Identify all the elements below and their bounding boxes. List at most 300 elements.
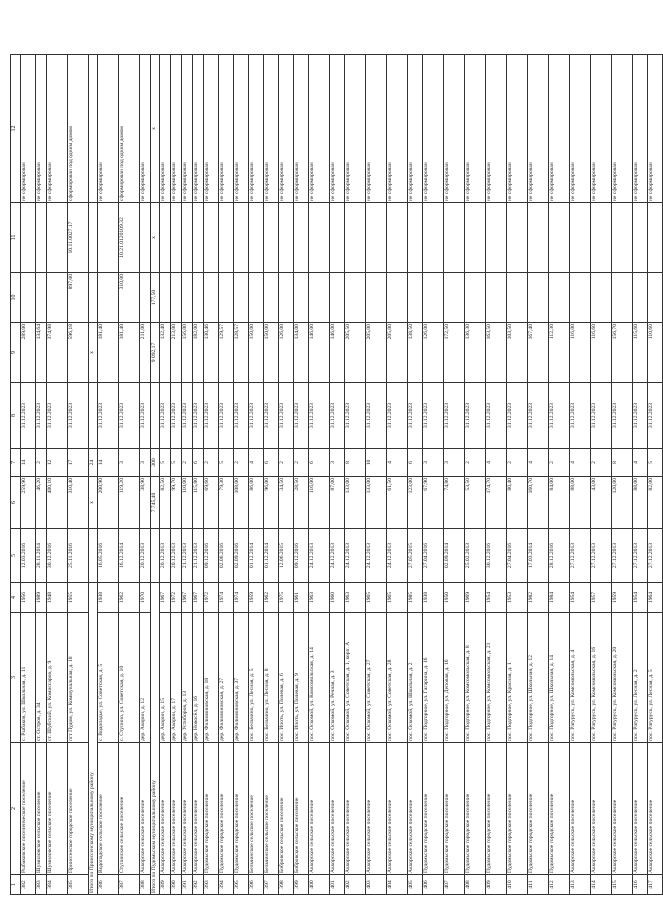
table-cell-6: 120,00	[612, 477, 633, 529]
table-cell-1: 386	[98, 875, 119, 895]
table-cell-6: 480,10	[47, 477, 68, 529]
table-cell-4: 1985	[408, 583, 423, 613]
table-cell-6: 115,80	[193, 477, 204, 529]
table-cell-10	[171, 273, 182, 323]
table-cell-10	[249, 273, 264, 323]
table-cell-11	[330, 203, 345, 273]
table-cell-9: 134,64	[36, 323, 47, 383]
table-cell-9: 181,40	[98, 323, 119, 383]
table-cell-10	[309, 273, 330, 323]
table-cell-10	[570, 273, 591, 323]
table-cell-8: 31.12.2023	[648, 383, 663, 449]
table-cell-6: 99,70	[171, 477, 182, 529]
table-cell-7: 14	[21, 449, 36, 477]
table-cell-10	[264, 273, 279, 323]
table-cell-3: пос. Ратуруск, ул. Лесная, д. 5	[648, 613, 663, 743]
table-cell-6: 123,00	[408, 477, 423, 529]
table-cell-10	[387, 273, 408, 323]
table-cell-7: 5	[160, 449, 171, 477]
table-cell-8: 31.12.2023	[68, 383, 89, 449]
table-row	[171, 55, 182, 895]
table-cell-8: 31.12.2023	[182, 383, 193, 449]
column-header: 1	[11, 875, 21, 895]
table-cell-6: 96,00	[264, 477, 279, 529]
table-row	[366, 55, 387, 895]
table-cell-4: 1969	[465, 583, 486, 613]
table-cell-8: 31.12.2023	[249, 383, 264, 449]
table-cell-8: 31.12.2023	[204, 383, 219, 449]
table-cell-6: 110,00	[182, 477, 193, 529]
table-cell-4: 1964	[648, 583, 663, 613]
table-cell-2: Аккорское сельское поселение	[408, 743, 423, 875]
table-cell-1: 404	[387, 875, 408, 895]
table-cell-8: 31.12.2023	[279, 383, 294, 449]
table-cell-3: пос. Бельчино, ул. Лесная, д. 8	[264, 613, 279, 743]
table-cell-5: 16.12.2014	[119, 529, 140, 583]
table-cell-10	[366, 273, 387, 323]
table-cell-10	[182, 273, 193, 323]
table-cell-11	[309, 203, 330, 273]
group-total-cell: 9 092,17	[151, 323, 160, 383]
table-cell-6: 116,00	[309, 477, 330, 529]
table-cell-6: 82,00	[648, 477, 663, 529]
table-cell-6: 87,00	[330, 477, 345, 529]
table-cell-7: 6	[309, 449, 330, 477]
table-cell-8: 31.12.2023	[140, 383, 151, 449]
table-cell-4: 1955	[68, 583, 89, 613]
table-cell-11	[507, 203, 528, 273]
table-cell-6: 259,90	[21, 477, 36, 529]
table-cell-3: дер. Акорин, д. 17	[171, 613, 182, 743]
table-cell-11	[570, 203, 591, 273]
column-header: 6	[11, 477, 21, 529]
table-cell-8: 31.12.2023	[366, 383, 387, 449]
table-cell-4: 1957	[591, 583, 612, 613]
table-cell-5: 01.12.2014	[264, 529, 279, 583]
table-cell-2: Аккорское сельское поселение	[193, 743, 204, 875]
table-cell-1: 398	[279, 875, 294, 895]
table-cell-11	[264, 203, 279, 273]
table-cell-11	[249, 203, 264, 273]
table-cell-9: 211,00	[140, 323, 151, 383]
table-cell-4: 1975	[279, 583, 294, 613]
table-cell-12: не сформирован	[171, 55, 182, 203]
column-header: 11	[11, 203, 21, 273]
table-cell-3: с. Водопадье, ул. Советская, д. 5	[98, 613, 119, 743]
table-cell-9: 126,00	[279, 323, 294, 383]
table-cell-5: 12.06.2015	[279, 529, 294, 583]
table-row	[345, 55, 366, 895]
table-cell-12: не сформирован	[408, 55, 423, 203]
table-cell-10	[21, 273, 36, 323]
table-cell-7: 5	[648, 449, 663, 477]
column-header: 8	[11, 383, 21, 449]
table-cell-8: 31.12.2023	[633, 383, 648, 449]
table-cell-11	[36, 203, 47, 273]
table-cell-9: 130,46	[204, 323, 219, 383]
table-row	[68, 55, 89, 895]
table-cell-4: 1974	[219, 583, 234, 613]
table-cell-1: 401	[330, 875, 345, 895]
table-cell-6: 174,70	[486, 477, 507, 529]
table-cell-1: 388	[140, 875, 151, 895]
table-cell-6: 82,50	[160, 477, 171, 529]
table-row	[507, 55, 528, 895]
table-cell-3: дер. Акорин, д. 12	[140, 613, 151, 743]
table-cell-6: 88,00	[570, 477, 591, 529]
table-cell-11	[279, 203, 294, 273]
table-cell-7: 2	[591, 449, 612, 477]
table-cell-8: 31.12.2023	[193, 383, 204, 449]
table-cell-5: 24.12.2013	[309, 529, 330, 583]
table-cell-8: 31.12.2023	[294, 383, 309, 449]
group-total-cell	[89, 383, 98, 449]
table-cell-11	[204, 203, 219, 273]
table-row	[160, 55, 171, 895]
table-cell-4: 1960	[330, 583, 345, 613]
table-cell-9: 172,50	[444, 323, 465, 383]
table-cell-5: 24.12.2013	[387, 529, 408, 583]
table-cell-7: 2	[507, 449, 528, 477]
table-cell-5: 24.12.2013	[330, 529, 345, 583]
table-cell-5: 24.12.2013	[366, 529, 387, 583]
group-total-cell	[89, 203, 98, 273]
table-cell-7: 2	[465, 449, 486, 477]
table-cell-5: 20.12.2013	[160, 529, 171, 583]
table-cell-4: 1948	[47, 583, 68, 613]
table-cell-9: 138,50	[408, 323, 423, 383]
rotated-table-sheet	[10, 55, 654, 895]
table-cell-9: 156,70	[612, 323, 633, 383]
table-cell-4: 1954	[570, 583, 591, 613]
table-cell-12: не сформирован	[249, 55, 264, 203]
table-cell-2: Пудомьское городское поселение	[204, 743, 219, 875]
table-cell-3: пос. Ратуруск, ул. Лесная, д. 2	[633, 613, 648, 743]
table-row	[330, 55, 345, 895]
table-cell-5: 17.03.2014	[528, 529, 549, 583]
table-cell-11	[140, 203, 151, 273]
table-cell-2: Шумиловское сельское поселение	[47, 743, 68, 875]
table-cell-10	[345, 273, 366, 323]
table-cell-2: Аккорское сельское поселение	[160, 743, 171, 875]
table-cell-1: 383	[36, 875, 47, 895]
table-cell-9: 205,50	[345, 323, 366, 383]
table-cell-6: 310,40	[68, 477, 89, 529]
table-cell-2: Рыбаковское поселенческое поселение	[21, 743, 36, 875]
table-cell-5: 02.06.2016	[219, 529, 234, 583]
table-cell-1: 396	[249, 875, 264, 895]
table-cell-7: 12	[47, 449, 68, 477]
table-cell-11	[366, 203, 387, 273]
table-row	[36, 55, 47, 895]
table-cell-5: 25.11.2016	[68, 529, 89, 583]
table-cell-1: 414	[591, 875, 612, 895]
table-cell-3: дер. Филимоновская, д. 18	[204, 613, 219, 743]
table-cell-2: Водопадское сельское поселение	[98, 743, 119, 875]
table-cell-7: 5	[171, 449, 182, 477]
group-total-cell	[151, 529, 160, 583]
table-cell-6: 69,60	[204, 477, 219, 529]
table-cell-10	[219, 273, 234, 323]
table-cell-8: 31.12.2023	[507, 383, 528, 449]
table-cell-8: 31.12.2023	[408, 383, 423, 449]
table-cell-6: 160,70	[528, 477, 549, 529]
table-cell-2: Пудомьское городское поселение	[219, 743, 234, 875]
table-cell-4: 1967	[193, 583, 204, 613]
table-cell-3: пос. Оскомой, ул. Речная, д. 3	[330, 613, 345, 743]
table-cell-7: 3	[423, 449, 444, 477]
table-cell-8: 31.12.2023	[171, 383, 182, 449]
table-cell-9: 116,00	[570, 323, 591, 383]
table-cell-3: пос. Оскомой, ул. Советская, д. 27	[366, 613, 387, 743]
table-cell-4: 1961	[294, 583, 309, 613]
table-cell-4: 1974	[234, 583, 249, 613]
table-cell-1: 390	[171, 875, 182, 895]
table-cell-12: не сформирован	[549, 55, 570, 203]
table-cell-7: 3	[330, 449, 345, 477]
table-cell-2: Аккорское сельское поселение	[633, 743, 648, 875]
table-cell-11	[234, 203, 249, 273]
table-cell-11	[408, 203, 423, 273]
table-cell-12: не сформирован	[612, 55, 633, 203]
table-cell-4: 1982	[528, 583, 549, 613]
table-cell-1: 385	[68, 875, 89, 895]
table-cell-2: Аккорское сельское поселение	[648, 743, 663, 875]
table-cell-12: не сформирован	[219, 55, 234, 203]
table-cell-2: Аккорское сельское поселение	[366, 743, 387, 875]
table-cell-3: с. Ступино, ул. Советская, д. 10	[119, 613, 140, 743]
table-cell-6: 67,90	[423, 477, 444, 529]
group-total-cell: x	[89, 323, 98, 383]
table-cell-8: 31.12.2023	[549, 383, 570, 449]
table-cell-8: 31.12.2023	[465, 383, 486, 449]
table-cell-6: 133,00	[366, 477, 387, 529]
table-cell-5: 09.12.2016	[204, 529, 219, 583]
table-cell-1: 413	[570, 875, 591, 895]
table-cell-1: 391	[182, 875, 193, 895]
group-total-cell: 24	[89, 449, 98, 477]
table-cell-9: 213,00	[171, 323, 182, 383]
table-cell-3: дер. Филимоновская, д. 27	[219, 613, 234, 743]
group-total-row	[89, 55, 98, 895]
table-cell-7: 6	[193, 449, 204, 477]
table-cell-9: 205,00	[366, 323, 387, 383]
table-cell-4: 1938	[423, 583, 444, 613]
table-cell-11	[486, 203, 507, 273]
table-cell-7: 2	[36, 449, 47, 477]
table-cell-4: 1965	[366, 583, 387, 613]
table-cell-3: с. Рыбаков, ул. Школьная, д. 11	[21, 613, 36, 743]
table-cell-2: Аккорское сельское поселение	[345, 743, 366, 875]
table-cell-6: 53,50	[465, 477, 486, 529]
table-cell-5: 20.12.2013	[140, 529, 151, 583]
table-cell-11	[633, 203, 648, 273]
table-cell-2: Бельчинское сельское поселение	[249, 743, 264, 875]
table-cell-7: 4	[486, 449, 507, 477]
table-cell-2: Аккорское сельское поселение	[612, 743, 633, 875]
table-cell-3: пос. Ратуруск, ул. Комсомольская, д. 4	[570, 613, 591, 743]
table-cell-7: 4	[570, 449, 591, 477]
table-cell-12: не сформирован	[21, 55, 36, 203]
table-cell-7: 3	[119, 449, 140, 477]
table-cell-10	[279, 273, 294, 323]
table-cell-6: 38,90	[140, 477, 151, 529]
table-cell-2: Аккорское сельское поселение	[330, 743, 345, 875]
table-cell-6: 200,90	[98, 477, 119, 529]
table-cell-2: Аккорское сельское поселение	[140, 743, 151, 875]
table-row	[279, 55, 294, 895]
table-cell-4: 1972	[204, 583, 219, 613]
table-cell-2: Аккорское сельское поселение	[171, 743, 182, 875]
table-cell-10	[234, 273, 249, 323]
table-cell-9: 150,00	[249, 323, 264, 383]
group-total-cell	[89, 529, 98, 583]
table-cell-3: пос. Бельчино, ул. Лесная, д. 5	[249, 613, 264, 743]
table-cell-12: не сформирован	[570, 55, 591, 203]
table-row	[549, 55, 570, 895]
table-cell-11	[219, 203, 234, 273]
table-cell-11	[423, 203, 444, 273]
table-cell-9: 374,98	[47, 323, 68, 383]
table-cell-4: 1967	[182, 583, 193, 613]
table-cell-1: 417	[648, 875, 663, 895]
table-cell-7: 2	[234, 449, 249, 477]
table-cell-4: 1956	[21, 583, 36, 613]
table-cell-9: 163,50	[486, 323, 507, 383]
table-cell-11	[160, 203, 171, 273]
column-number-row	[11, 55, 21, 895]
table-cell-2: Аккорское сельское поселение	[309, 743, 330, 875]
table-cell-2: Пудомьское городское поселение	[486, 743, 507, 875]
table-cell-11	[528, 203, 549, 273]
table-cell-5: 25.02.2013	[465, 529, 486, 583]
table-cell-4: 1959	[612, 583, 633, 613]
table-cell-2: Аккорское сельское поселение	[182, 743, 193, 875]
table-cell-1: 384	[47, 875, 68, 895]
table-cell-4: 1950	[444, 583, 465, 613]
table-cell-11	[444, 203, 465, 273]
table-cell-12: не сформирован	[423, 55, 444, 203]
table-cell-1: 400	[309, 875, 330, 895]
table-cell-8: 31.12.2023	[36, 383, 47, 449]
table-cell-4: 1970	[140, 583, 151, 613]
table-cell-5: 01.12.2014	[249, 529, 264, 583]
table-cell-8: 31.12.2023	[591, 383, 612, 449]
table-cell-12: не сформирован	[507, 55, 528, 203]
table-cell-11	[612, 203, 633, 273]
table-row	[423, 55, 444, 895]
table-cell-10	[549, 273, 570, 323]
table-cell-3: пос. Ипоть, ул. Полевая, д. 6	[279, 613, 294, 743]
table-cell-4: 1967	[160, 583, 171, 613]
table-cell-6: 108,00	[234, 477, 249, 529]
table-cell-11	[21, 203, 36, 273]
table-row	[119, 55, 140, 895]
table-cell-11: 10.21.0120109.32	[119, 203, 140, 273]
table-cell-4: 1984	[549, 583, 570, 613]
table-cell-1: 405	[408, 875, 423, 895]
table-row	[294, 55, 309, 895]
table-cell-10	[193, 273, 204, 323]
table-cell-4: 1938	[98, 583, 119, 613]
group-total-cell: x	[151, 55, 160, 203]
table-cell-1: 411	[528, 875, 549, 895]
table-cell-4: 1962	[264, 583, 279, 613]
table-cell-1: 397	[264, 875, 279, 895]
table-cell-9: 136,30	[465, 323, 486, 383]
group-total-cell: 300	[151, 449, 160, 477]
table-cell-3: пос. Оскомой, ул. Комсомольская, д. 14	[309, 613, 330, 743]
table-cell-8: 31.12.2023	[345, 383, 366, 449]
table-cell-8: 31.12.2023	[330, 383, 345, 449]
table-cell-12: не сформирован	[36, 55, 47, 203]
table-cell-9: 181,40	[119, 323, 140, 383]
table-cell-6: 80,40	[507, 477, 528, 529]
table-cell-5: 27.04.2016	[423, 529, 444, 583]
table-cell-12: не сформирован	[528, 55, 549, 203]
table-row	[21, 55, 36, 895]
table-cell-10	[98, 273, 119, 323]
table-cell-8: 31.12.2023	[528, 383, 549, 449]
table-cell-9: 146,00	[309, 323, 330, 383]
group-total-label: Итого по Прииссенскому муниципальному району	[89, 583, 98, 895]
table-cell-3: дер. Акорин, д. 15	[160, 613, 171, 743]
table-cell-3: пос. Оскомой, ул. Школьная, д. 2	[408, 613, 423, 743]
column-header: 5	[11, 529, 21, 583]
table-cell-9: 205,00	[387, 323, 408, 383]
table-cell-10	[140, 273, 151, 323]
table-cell-8: 31.12.2023	[570, 383, 591, 449]
table-cell-10	[612, 273, 633, 323]
table-cell-12: не сформирован	[234, 55, 249, 203]
table-cell-6: 46,20	[36, 477, 47, 529]
table-cell-10	[633, 273, 648, 323]
table-cell-12: не сформирован	[193, 55, 204, 203]
table-cell-4: 1953	[507, 583, 528, 613]
table-cell-8: 31.12.2023	[219, 383, 234, 449]
table-cell-7: 6	[408, 449, 423, 477]
table-cell-12: не сформирован	[465, 55, 486, 203]
table-cell-2: Пудомьское городское поселение	[234, 743, 249, 875]
table-cell-2: Пудомьское городское поселение	[423, 743, 444, 875]
table-cell-3: пос. Ратуруск, ул. Комсомольская, д. 20	[612, 613, 633, 743]
table-cell-5: 02.09.2016	[234, 529, 249, 583]
table-cell-7: 10	[366, 449, 387, 477]
table-row	[47, 55, 68, 895]
table-row	[591, 55, 612, 895]
table-cell-8: 31.12.2023	[21, 383, 36, 449]
table-cell-10	[408, 273, 423, 323]
table-cell-5: 27.12.2013	[633, 529, 648, 583]
table-cell-11	[182, 203, 193, 273]
table-cell-4: 1959	[249, 583, 264, 613]
table-cell-8: 31.12.2023	[423, 383, 444, 449]
table-cell-1: 407	[444, 875, 465, 895]
table-cell-1: 394	[219, 875, 234, 895]
table-cell-1: 393	[204, 875, 219, 895]
table-cell-11	[47, 203, 68, 273]
table-cell-6: 84,00	[549, 477, 570, 529]
table-cell-3: ст. Остров, д. 34	[36, 613, 47, 743]
table-cell-3: пос. Оскомой, ул. Советская, д. 28	[387, 613, 408, 743]
table-cell-3: пос. Подгорное, ул. Комсомольская, д. 8	[465, 613, 486, 743]
table-cell-3: пгт Пудом, ул. Коммунальная, д. 18	[68, 613, 89, 743]
table-row	[264, 55, 279, 895]
table-cell-4: 1963	[345, 583, 366, 613]
table-cell-12: не сформирован	[591, 55, 612, 203]
table-cell-10	[486, 273, 507, 323]
table-cell-5: 21.12.2013	[193, 529, 204, 583]
